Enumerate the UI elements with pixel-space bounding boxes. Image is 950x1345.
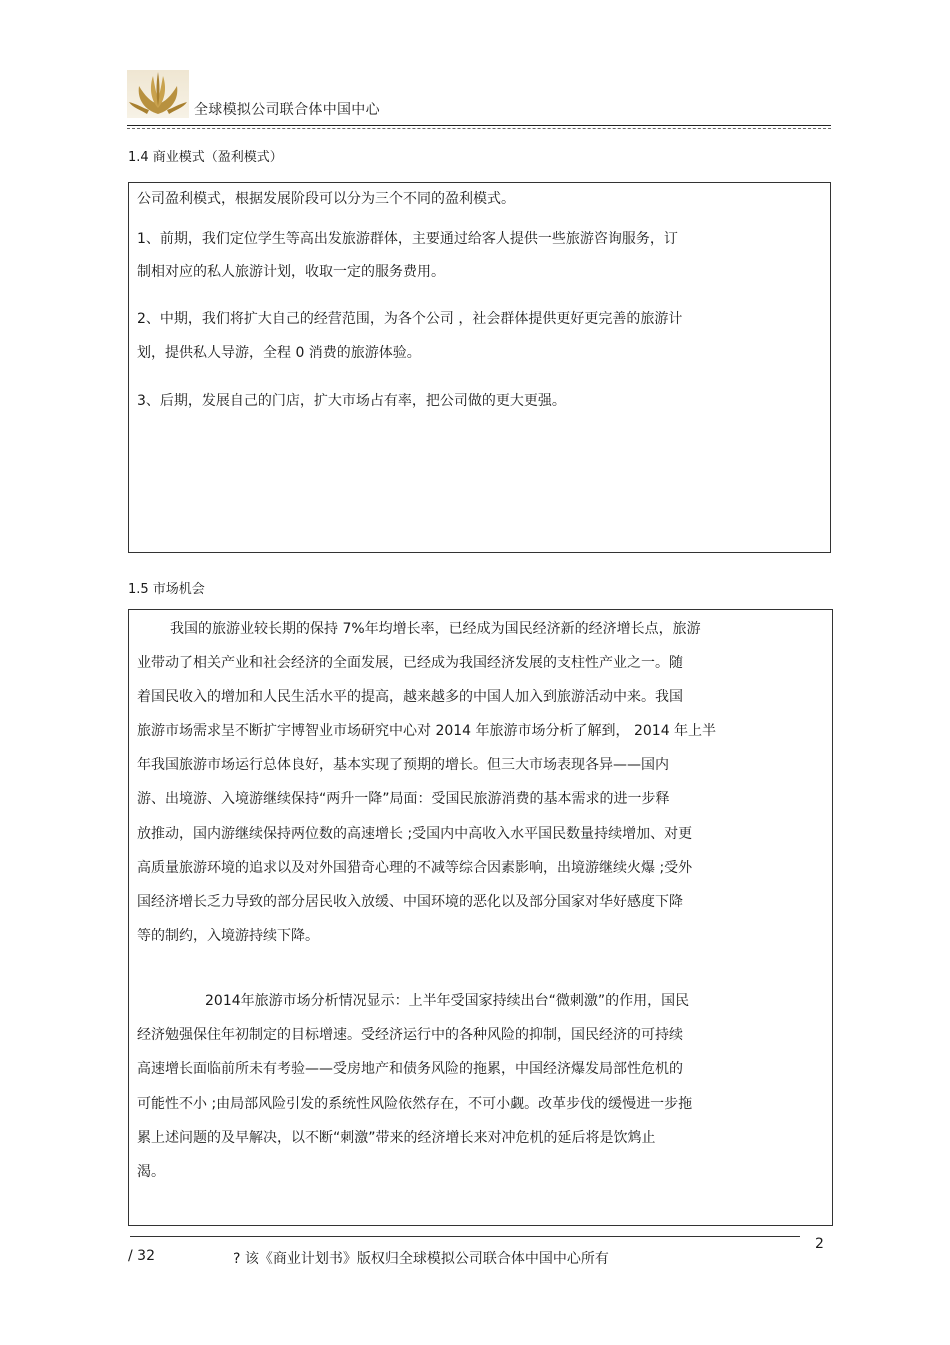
market-para1-line: 放推动，国内游继续保持两位数的高速增长 ;受国内中高收入水平国民数量持续增加、对更 [137,826,693,842]
section-title-business-model: 1.4 商业模式（盈利模式） [128,150,283,165]
market-para1-line: 国经济增长乏力导致的部分居民收入放缓、中国环境的恶化以及部分国家对华好感度下降 [137,894,683,910]
business-model-line: 3、后期，发展自己的门店，扩大市场占有率，把公司做的更大更强。 [137,393,566,409]
business-model-line: 2、中期，我们将扩大自己的经营范围，为各个公司 ，社会群体提供更好更完善的旅游计 [137,311,683,327]
market-para1-line: 我国的旅游业较长期的保持 7%年均增长率，已经成为国民经济新的经济增长点，旅游 [170,621,701,637]
section-title-market-opportunity: 1.5 市场机会 [128,582,205,597]
market-para2-line: 高速增长面临前所未有考验——受房地产和债务风险的拖累，中国经济爆发局部性危机的 [137,1061,683,1077]
page-number: 2 [815,1236,824,1252]
header-org-name: 全球模拟公司联合体中国中心 [194,102,380,118]
page-total: / 32 [128,1248,155,1264]
market-para1-line: 高质量旅游环境的追求以及对外国猎奇心理的不减等综合因素影响，出境游继续火爆 ;受外 [137,860,693,876]
lotus-logo-icon [127,70,189,118]
market-para1-line: 等的制约，入境游持续下降。 [137,928,319,944]
header-divider-dashed [127,128,831,129]
market-para2-line: 经济勉强保住年初制定的目标增速。受经济运行中的各种风险的抑制，国民经济的可持续 [137,1027,683,1043]
market-para1-line: 年我国旅游市场运行总体良好，基本实现了预期的增长。但三大市场表现各异——国内 [137,757,669,773]
footer-divider-lower [130,1236,800,1237]
business-model-line: 公司盈利模式，根据发展阶段可以分为三个不同的盈利模式。 [137,191,515,207]
company-logo [127,70,189,118]
market-para2-line: 渴。 [137,1164,165,1180]
business-model-line: 制相对应的私人旅游计划，收取一定的服务费用。 [137,264,445,280]
market-para2-line: 2014年旅游市场分析情况显示：上半年受国家持续出台“微刺激”的作用，国民 [205,993,690,1009]
market-para2-line: 可能性不小 ;由局部风险引发的系统性风险依然存在，不可小觑。改革步伐的缓慢进一步拖 [137,1096,693,1112]
footer-divider [130,1225,832,1226]
market-para1-line: 着国民收入的增加和人民生活水平的提高，越来越多的中国人加入到旅游活动中来。我国 [137,689,683,705]
business-model-line: 1、前期，我们定位学生等高出发旅游群体，主要通过给客人提供一些旅游咨询服务，订 [137,231,678,247]
market-para1-line: 旅游市场需求呈不断扩宇博智业市场研究中心对 2014 年旅游市场分析了解到， 2014 年上半 [137,723,717,739]
header-divider [127,125,831,126]
footer-copyright: ? 该《商业计划书》版权归全球模拟公司联合体中国中心所有 [233,1251,609,1267]
market-para1-line: 游、出境游、入境游继续保持“两升一降”局面：受国民旅游消费的基本需求的进一步释 [137,791,670,807]
market-para1-line: 业带动了相关产业和社会经济的全面发展，已经成为我国经济发展的支柱性产业之一。随 [137,655,683,671]
business-model-line: 划，提供私人导游，全程 0 消费的旅游体验。 [137,345,421,361]
market-para2-line: 累上述问题的及早解决，以不断“刺激”带来的经济增长来对冲危机的延后将是饮鸩止 [137,1130,656,1146]
